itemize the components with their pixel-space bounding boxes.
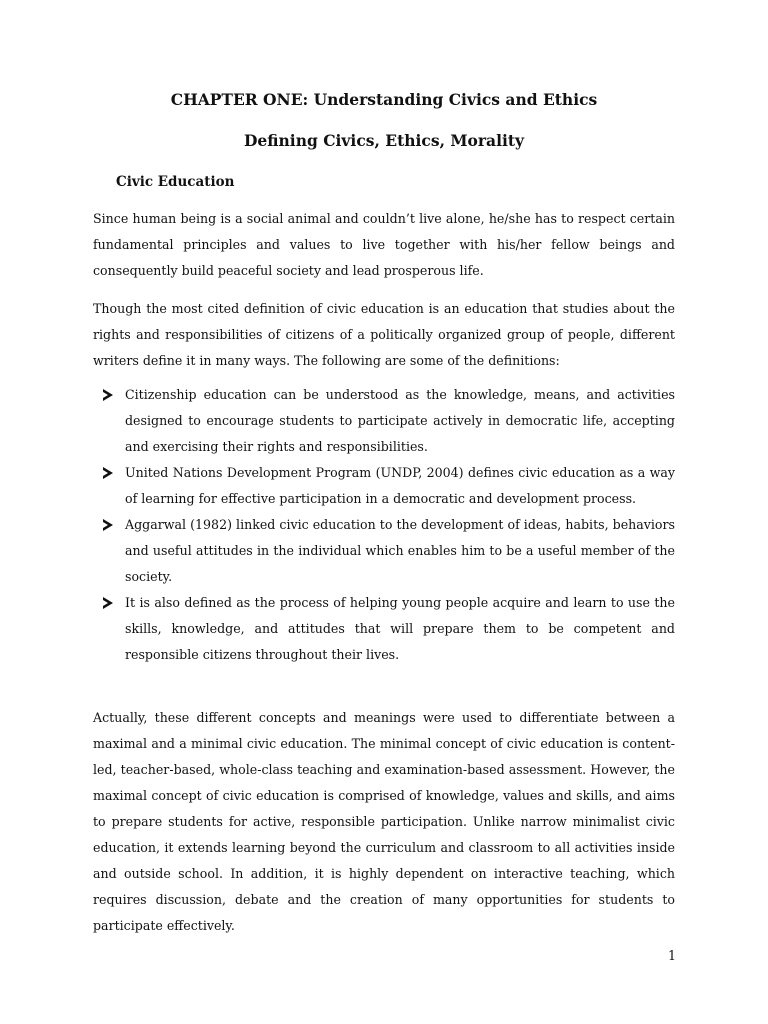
list-item xyxy=(93,512,675,590)
list-item-text: It is also defined as the process of helping young people acquire and learn to use the skills, knowledge, and attitudes that will prepare them to be competent and responsible citizens throughout their lives. xyxy=(125,595,675,662)
paragraph-intro: Since human being is a social animal and couldn’t live alone, he/she has to respect certain fundamental principles and values to live together with his/her fellow beings and consequently build peaceful society and lead prosperous life. xyxy=(93,211,675,278)
paragraph-definitions-intro: Though the most cited definition of civic education is an education that studies about the rights and responsibilities of citizens of a politically organized group of people, different writers define it in many ways. The following are some of the definitions: xyxy=(93,301,675,368)
definitions-list xyxy=(93,382,675,668)
arrowhead-bullet-icon xyxy=(103,389,113,401)
list-item-text: United Nations Development Program (UNDP, 2004) defines civic education as a way of learning for effective participation in a democratic and development process. xyxy=(125,465,675,506)
list-item xyxy=(93,460,675,512)
arrowhead-bullet-icon xyxy=(103,467,113,479)
list-item-text: Citizenship education can be understood as the knowledge, means, and activities designed to encourage students to participate actively in democratic life, accepting and exercising their rights and responsibilities. xyxy=(125,387,675,454)
chapter-title: CHAPTER ONE: Understanding Civics and Ethics xyxy=(170,90,598,109)
list-item-text: Aggarwal (1982) linked civic education to the development of ideas, habits, behaviors and useful attitudes in the individual which enables him to be a useful member of the society. xyxy=(125,517,675,584)
arrowhead-bullet-icon xyxy=(103,519,113,531)
page-number: 1 xyxy=(667,948,676,963)
subsection-title: Civic Education xyxy=(116,174,235,190)
paragraph-maximal-minimal: Actually, these different concepts and meanings were used to differentiate between a maximal and a minimal civic education. The minimal concept of civic education is content-led, teacher-based, whole-class teaching and examination-based assessment. However, the maximal concept of civic education is comprised of knowledge, values and skills, and aims to prepare students for active, responsible participation. Unlike narrow minimalist civic education, it extends learning beyond the curriculum and classroom to all activities inside and outside school. In addition, it is highly dependent on interactive teaching, which requires discussion, debate and the creation of many opportunities for students to participate effectively. xyxy=(93,710,675,933)
section-title: Defining Civics, Ethics, Morality xyxy=(243,131,525,150)
list-item xyxy=(93,590,675,668)
arrowhead-bullet-icon xyxy=(103,597,113,609)
list-item xyxy=(93,382,675,460)
